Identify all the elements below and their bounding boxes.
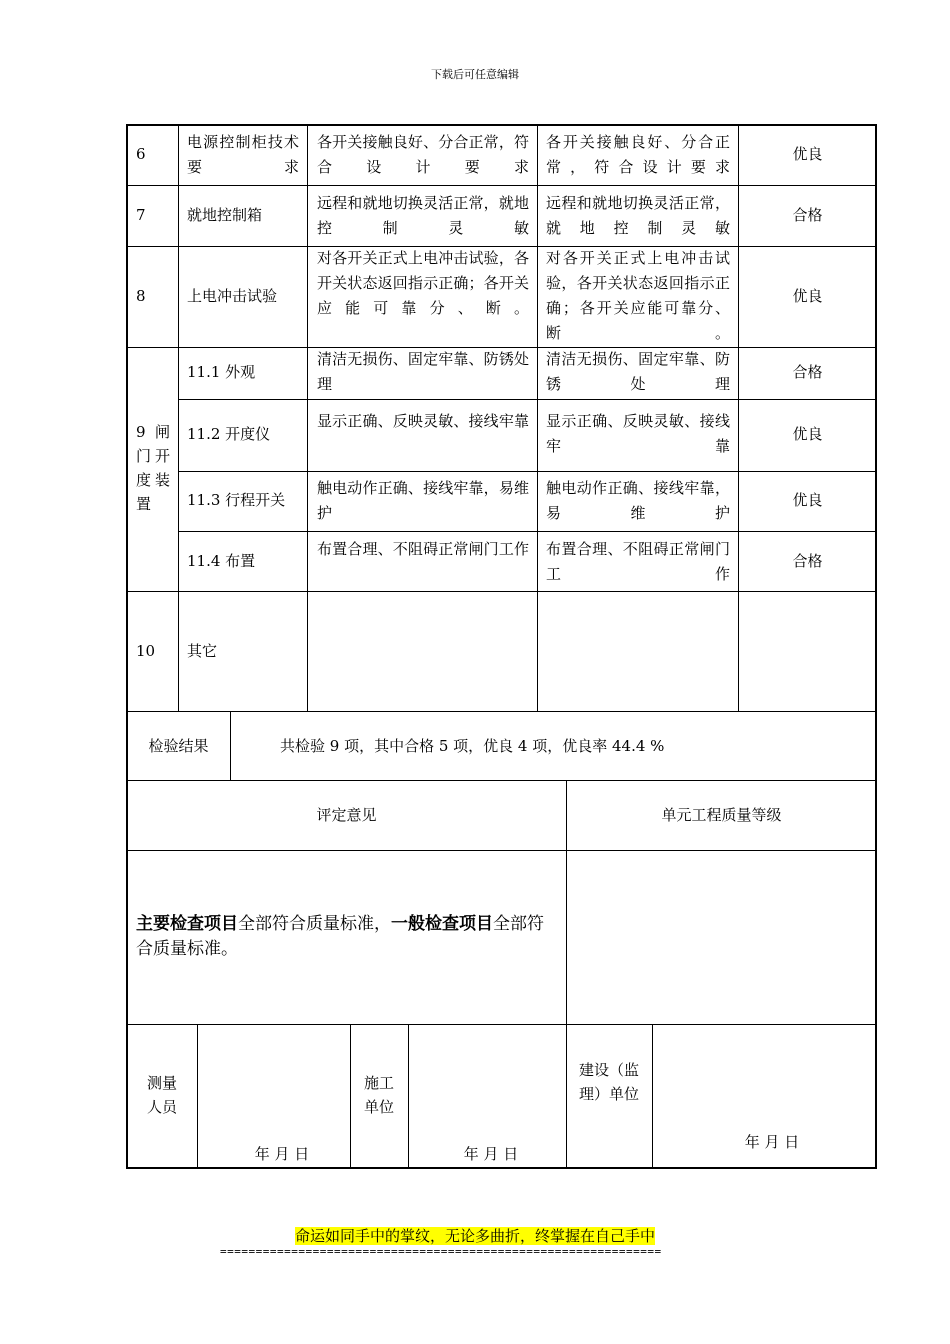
row-result: 各开关接触良好、分合正常，符合设计要求 [546, 133, 730, 176]
sub-result: 清洁无损伤、固定牢靠、防锈处理 [546, 350, 730, 393]
row-grade: 优良 [792, 287, 823, 305]
row-standard: 对各开关正式上电冲击试验，各开关状态返回指示正确；各开关应能可靠分、断。 [317, 249, 529, 317]
row-item: 上电冲击试验 [187, 287, 278, 305]
row-grade: 优良 [792, 145, 823, 163]
cell-no [126, 185, 179, 247]
sub-standard: 布置合理、不阻碍正常闸门工作 [317, 540, 529, 558]
sub-grade: 优良 [792, 425, 823, 443]
opinion-text-main: 全部符合质量标准， [238, 914, 391, 934]
row-number: 10 [136, 642, 156, 660]
cell-no [126, 124, 179, 186]
row-number: 8 [136, 287, 146, 305]
survey-label: 测量人员 [146, 1074, 177, 1116]
sub-standard: 触电动作正确、接线牢靠，易维护 [317, 479, 529, 522]
footer-quote: 命运如同手中的掌纹，无论多曲折，终掌握在自己手中 [294, 1227, 655, 1245]
sub-result: 触电动作正确、接线牢靠，易维护 [546, 479, 730, 522]
row-standard: 各开关接触良好、分合正常，符合设计要求 [317, 133, 529, 176]
row-number: 6 [136, 145, 146, 163]
supervision-label: 建设（监理）单位 [578, 1061, 639, 1103]
construction-date: 年 月 日 [463, 1145, 519, 1163]
row-item: 就地控制箱 [187, 206, 263, 224]
cell-result [537, 591, 739, 712]
survey-date: 年 月 日 [254, 1145, 310, 1163]
row-result: 对各开关正式上电冲击试验，各开关状态返回指示正确；各开关应能可靠分、断。 [546, 249, 730, 342]
unit-grade-label: 单元工程质量等级 [661, 806, 782, 824]
sub-standard: 显示正确、反映灵敏、接线牢靠 [317, 412, 529, 430]
row-item: 电源控制柜技术要求 [187, 133, 299, 176]
sub-standard: 清洁无损伤、固定牢靠、防锈处理 [317, 350, 529, 393]
sub-item: 11.1 外观 [187, 363, 256, 381]
page-header: 下载后可任意编辑 [431, 68, 519, 81]
sub-item: 11.4 布置 [187, 552, 256, 570]
row-grade: 合格 [792, 206, 823, 224]
row-item: 其它 [187, 642, 218, 660]
supervision-date: 年 月 日 [744, 1133, 800, 1151]
row-result: 远程和就地切换灵活正常，就地控制灵敏 [546, 194, 730, 237]
sub-grade: 合格 [792, 552, 823, 570]
opinion-text-general: 全部符合质量标准。 [136, 914, 544, 959]
sub-result: 布置合理、不阻碍正常闸门工作 [546, 540, 730, 583]
group-label: 9 闸门开度装置 [136, 423, 170, 513]
sub-item: 11.2 开度仪 [187, 425, 271, 443]
row-number: 7 [136, 206, 146, 224]
inspection-label: 检验结果 [148, 737, 209, 755]
cell-std [307, 591, 538, 712]
inspection-summary: 共检验 9 项，其中合格 5 项，优良 4 项，优良率 44.4 % [280, 737, 665, 755]
sub-result: 显示正确、反映灵敏、接线牢靠 [546, 412, 730, 455]
sub-item: 11.3 行程开关 [187, 491, 286, 509]
footer-quote-wrap [0, 1226, 950, 1246]
opinion-text [136, 912, 560, 962]
footer-rule: ============================================================== [220, 1245, 662, 1258]
sub-grade: 优良 [792, 491, 823, 509]
cell-grade [738, 591, 877, 712]
opinion-bold-main: 主要检查项目 [136, 914, 238, 934]
construction-label: 施工单位 [363, 1074, 394, 1116]
grade-body-cell [566, 850, 877, 1025]
opinion-label: 评定意见 [316, 806, 377, 824]
cell-no [126, 246, 179, 348]
row-standard: 远程和就地切换灵活正常，就地控制灵敏 [317, 194, 529, 237]
opinion-bold-general: 一般检查项目 [391, 914, 493, 934]
sub-grade: 合格 [792, 363, 823, 381]
